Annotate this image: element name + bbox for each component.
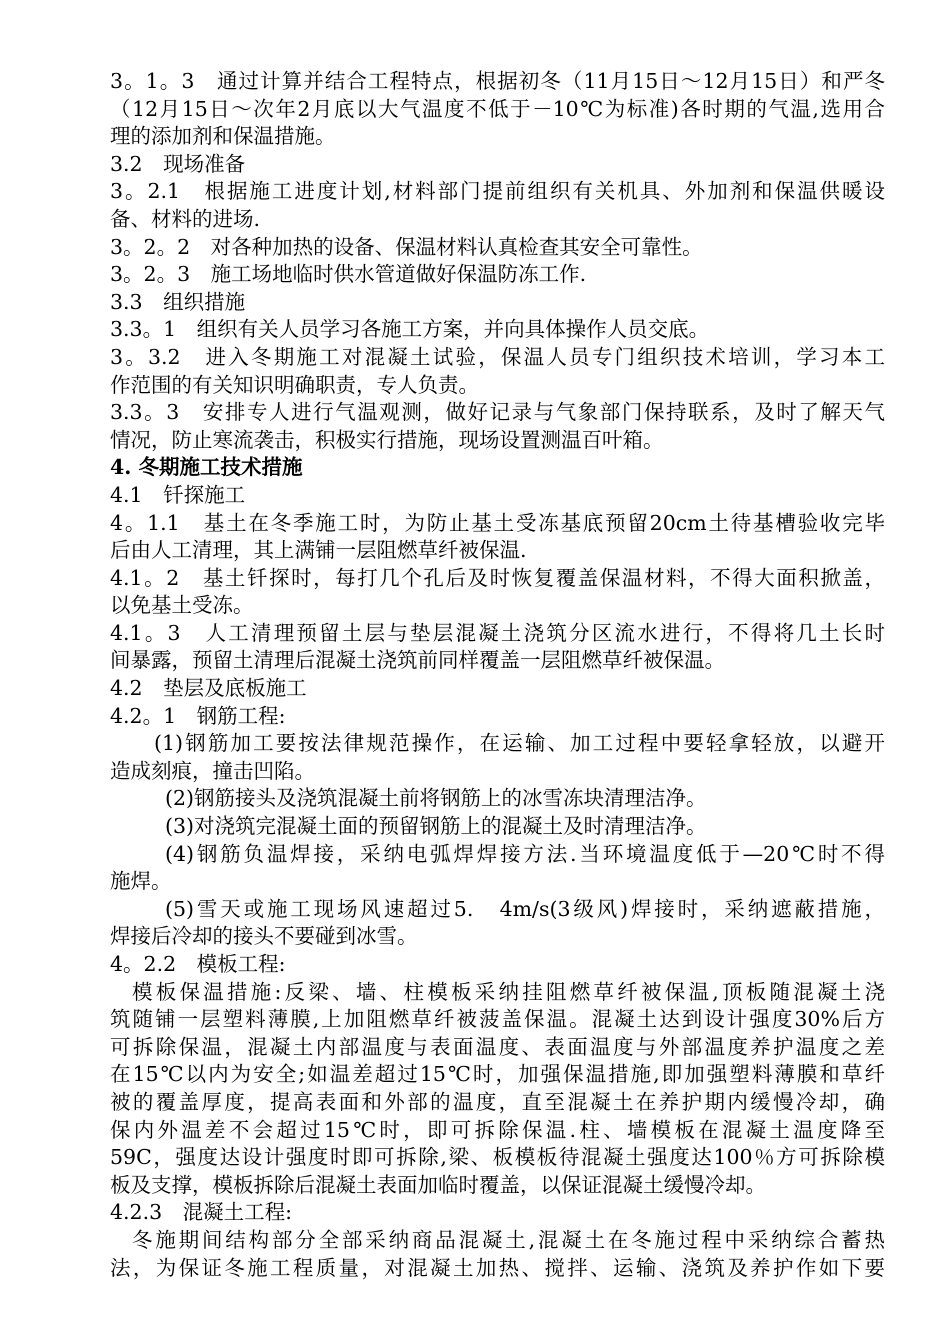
text-line: (2)钢筋接头及浇筑混凝土前将钢筋上的冰雪冻块清理洁净。 xyxy=(165,786,707,811)
section-heading: 4.1 钎探施工 xyxy=(110,482,246,507)
text-line: (5)雪天或施工现场风速超过5. 4m/s(3级风)焊接时，采纳遮蔽措施， xyxy=(165,896,885,921)
text-line: 59C，强度达设计强度时即可拆除,梁、板模板待混凝土强度达100％方可拆除模 xyxy=(110,1145,885,1170)
text-line: 3。2。3 施工场地临时供水管道做好保温防冻工作. xyxy=(110,262,587,287)
text-line: 3。2.1 根据施工进度计划,材料部门提前组织有关机具、外加剂和保温供暖设 xyxy=(110,179,885,204)
text-line: 作范围的有关知识明确职责，专人负责。 xyxy=(110,372,479,397)
text-line: 以免基土受冻。 xyxy=(110,593,254,618)
document-body xyxy=(110,68,885,1282)
text-line: (4)钢筋负温焊接，采纳电弧焊焊接方法.当环境温度低于—20℃时不得 xyxy=(165,841,885,866)
text-line: 被的覆盖厚度，提高表面和外部的温度，直至混凝土在养护期内缓慢冷却，确 xyxy=(110,1089,885,1114)
text-line: 后由人工清理，其上满铺一层阻燃草纤被保温. xyxy=(110,538,527,563)
text-line: 4。1.1 基土在冬季施工时，为防止基土受冻基底预留20cm土待基槽验收完毕 xyxy=(110,510,885,535)
text-line: 4.2.3 混凝土工程: xyxy=(110,1200,293,1225)
text-line: (3)对浇筑完混凝土面的预留钢筋上的混凝土及时清理洁净。 xyxy=(165,814,707,839)
text-line: 3。2。2 对各种加热的设备、保温材料认真检查其安全可靠性。 xyxy=(110,234,703,259)
text-line: 理的添加剂和保温措施。 xyxy=(110,124,336,149)
text-line: 施焊。 xyxy=(110,869,172,894)
text-line: 备、材料的进场. xyxy=(110,206,261,231)
text-line: 3。1。3 通过计算并结合工程特点，根据初冬（11月15日～12月15日）和严冬 xyxy=(110,69,885,93)
text-line: 4.2。1 钢筋工程: xyxy=(110,703,286,728)
text-line: 3.3。3 安排专人进行气温观测，做好记录与气象部门保持联系，及时了解天气 xyxy=(110,400,885,425)
text-line: 保内外温差不会超过15℃时，即可拆除保温.柱、墙模板在混凝土温度降至 xyxy=(110,1117,885,1142)
text-line: 板及支撑，模板拆除后混凝土表面加临时覆盖，以保证混凝土缓慢冷却。 xyxy=(110,1172,766,1197)
chapter-heading: 4. 冬期施工技术措施 xyxy=(110,455,303,480)
text-line: 可拆除保温，混凝土内部温度与表面温度、表面温度与外部温度养护温度之差 xyxy=(110,1034,885,1059)
text-line: 情况，防止寒流袭击，积极实行措施，现场设置测温百叶箱。 xyxy=(110,427,664,452)
text-line: 4。2.2 模板工程: xyxy=(110,952,286,976)
text-line: (1)钢筋加工要按法律规范操作，在运输、加工过程中要轻拿轻放，以避开 xyxy=(154,731,885,756)
text-line: 4.1。3 人工清理预留土层与垫层混凝土浇筑分区流水进行，不得将几土长时 xyxy=(110,620,885,645)
section-heading: 4.2 垫层及底板施工 xyxy=(110,676,307,701)
text-line: 4.1。2 基土钎探时，每打几个孔后及时恢复覆盖保温材料，不得大面积掀盖， xyxy=(110,565,885,590)
text-line: 造成刻痕，撞击凹陷。 xyxy=(110,758,315,783)
text-line: 3.3。1 组织有关人员学习各施工方案，并向具体操作人员交底。 xyxy=(110,317,710,342)
text-line: 在15℃以内为安全;如温差超过15℃时，加强保温措施,即加强塑料薄膜和草纤 xyxy=(110,1062,885,1087)
text-line: 筑随铺一层塑料薄膜,上加阻燃草纤被菠盖保温。混凝土达到设计强度30%后方 xyxy=(110,1007,885,1032)
section-heading: 3.3 组织措施 xyxy=(110,289,246,314)
text-line: （12月15日～次年2月底以大气温度不低于－10℃为标准)各时期的气温,选用合 xyxy=(110,96,885,121)
text-line: 3。3.2 进入冬期施工对混凝土试验，保温人员专门组织技术培训，学习本工 xyxy=(110,344,885,369)
text-line: 焊接后冷却的接头不要碰到冰雪。 xyxy=(110,924,418,949)
text-line: 间暴露，预留土清理后混凝土浇筑前同样覆盖一层阻燃草纤被保温。 xyxy=(110,648,725,673)
text-line: 模板保温措施:反梁、墙、柱模板采纳挂阻燃草纤被保温,顶板随混凝土浇 xyxy=(132,979,885,1004)
text-line: 冬施期间结构部分全部采纳商品混凝土,混凝土在冬施过程中采纳综合蓄热 xyxy=(132,1227,885,1252)
text-line: 法，为保证冬施工程质量，对混凝土加热、搅拌、运输、浇筑及养护作如下要 xyxy=(110,1255,885,1280)
section-heading: 3.2 现场准备 xyxy=(110,151,246,176)
